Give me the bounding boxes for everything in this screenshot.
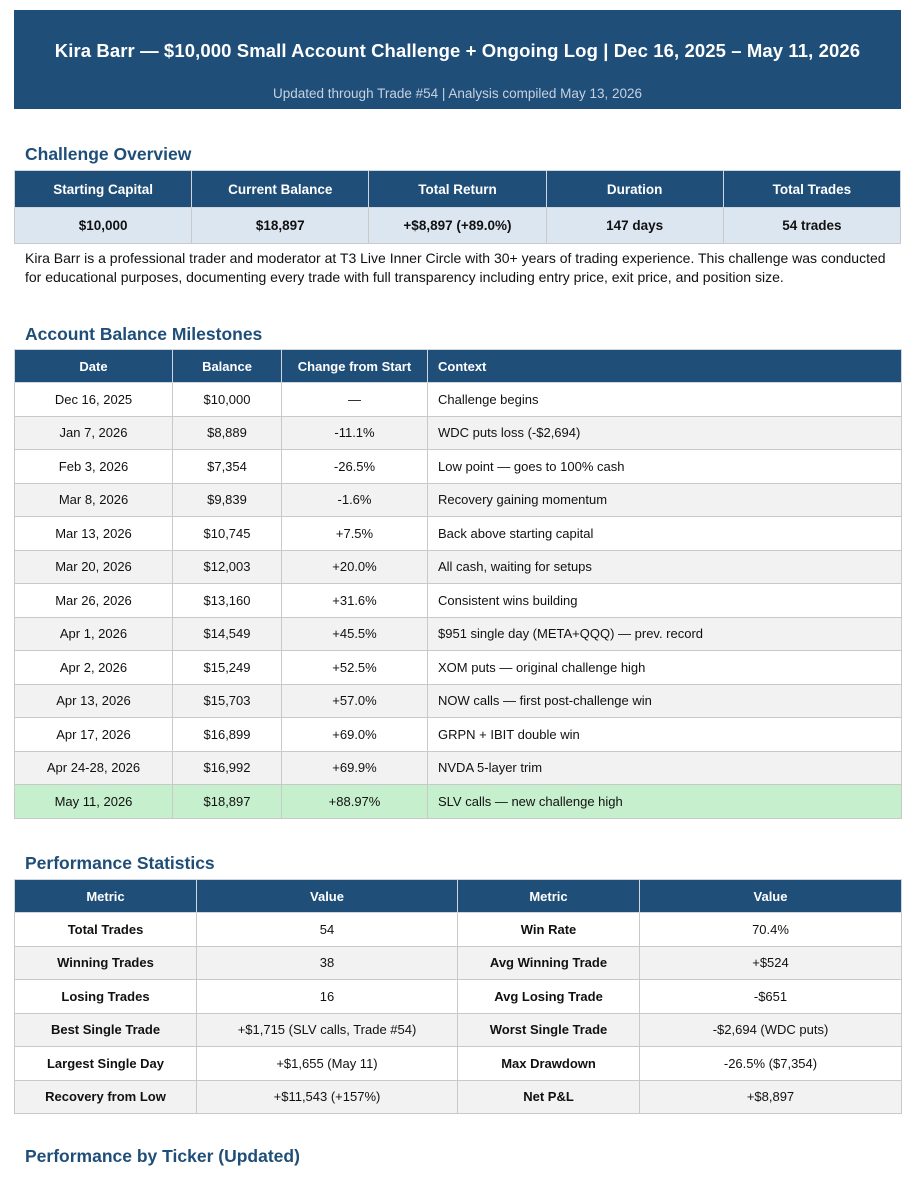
milestone-date: Apr 1, 2026 — [15, 617, 173, 651]
milestone-balance: $7,354 — [173, 450, 282, 484]
stat-value: 38 — [197, 946, 458, 980]
milestone-row — [15, 684, 902, 718]
milestone-context: GRPN + IBIT double win — [428, 718, 902, 752]
total-return-value: +$8,897 (+89.0%) — [369, 208, 546, 244]
stats-row — [15, 1013, 902, 1047]
stats-row — [15, 913, 902, 947]
stats-body — [15, 913, 902, 1114]
stats-row — [15, 1047, 902, 1081]
current-balance-value: $18,897 — [192, 208, 369, 244]
title-banner — [14, 10, 901, 109]
milestone-balance: $16,899 — [173, 718, 282, 752]
stat-value: -26.5% ($7,354) — [640, 1047, 902, 1081]
milestones-col-change: Change from Start — [282, 350, 428, 383]
milestone-balance: $15,249 — [173, 651, 282, 685]
report-title: Kira Barr — $10,000 Small Account Challenge + Ongoing Log | Dec 16, 2025 – May 11, 2026 — [54, 40, 861, 61]
milestone-change: — — [282, 383, 428, 417]
stat-metric: Total Trades — [15, 913, 197, 947]
milestone-change: -26.5% — [282, 450, 428, 484]
overview-table — [14, 170, 901, 244]
milestone-date: Dec 16, 2025 — [15, 383, 173, 417]
total-trades-value: 54 trades — [723, 208, 900, 244]
milestone-balance: $18,897 — [173, 785, 282, 819]
milestone-context: $951 single day (META+QQQ) — prev. record — [428, 617, 902, 651]
milestone-balance: $10,745 — [173, 517, 282, 551]
milestone-balance: $16,992 — [173, 751, 282, 785]
milestone-row — [15, 383, 902, 417]
milestone-change: +69.0% — [282, 718, 428, 752]
stats-row — [15, 980, 902, 1014]
stat-metric: Avg Losing Trade — [458, 980, 640, 1014]
stat-value: 54 — [197, 913, 458, 947]
milestone-date: Mar 13, 2026 — [15, 517, 173, 551]
milestone-date: Apr 17, 2026 — [15, 718, 173, 752]
milestone-change: +69.9% — [282, 751, 428, 785]
stats-header-row — [15, 880, 902, 913]
milestone-change: +45.5% — [282, 617, 428, 651]
milestone-context: XOM puts — original challenge high — [428, 651, 902, 685]
stats-row — [15, 1080, 902, 1114]
stat-value: +$1,715 (SLV calls, Trade #54) — [197, 1013, 458, 1047]
milestone-balance: $9,839 — [173, 483, 282, 517]
milestone-date: Apr 2, 2026 — [15, 651, 173, 685]
stat-metric: Net P&L — [458, 1080, 640, 1114]
milestones-table — [14, 349, 902, 819]
milestones-body — [15, 383, 902, 819]
milestone-change: +31.6% — [282, 584, 428, 618]
overview-col-total-trades: Total Trades — [723, 171, 900, 208]
duration-value: 147 days — [546, 208, 723, 244]
milestone-balance: $15,703 — [173, 684, 282, 718]
milestone-row — [15, 751, 902, 785]
milestone-row — [15, 651, 902, 685]
milestones-col-date: Date — [15, 350, 173, 383]
stat-metric: Recovery from Low — [15, 1080, 197, 1114]
starting-capital-value: $10,000 — [15, 208, 192, 244]
milestone-change: +88.97% — [282, 785, 428, 819]
milestone-row — [15, 617, 902, 651]
milestone-context: Challenge begins — [428, 383, 902, 417]
stats-row — [15, 946, 902, 980]
milestone-date: Apr 13, 2026 — [15, 684, 173, 718]
overview-col-current-balance: Current Balance — [192, 171, 369, 208]
stats-col-value-left: Value — [197, 880, 458, 913]
milestone-context: Consistent wins building — [428, 584, 902, 618]
milestones-col-context: Context — [428, 350, 902, 383]
milestone-row — [15, 517, 902, 551]
stat-metric: Largest Single Day — [15, 1047, 197, 1081]
milestone-balance: $8,889 — [173, 416, 282, 450]
milestone-context: NVDA 5-layer trim — [428, 751, 902, 785]
milestone-balance: $10,000 — [173, 383, 282, 417]
milestone-change: +20.0% — [282, 550, 428, 584]
milestones-col-balance: Balance — [173, 350, 282, 383]
stat-value: -$651 — [640, 980, 902, 1014]
report-subtitle: Updated through Trade #54 | Analysis compiled May 13, 2026 — [273, 86, 642, 101]
milestone-date: May 11, 2026 — [15, 785, 173, 819]
overview-values-row — [15, 208, 901, 244]
milestone-row — [15, 450, 902, 484]
stat-metric: Win Rate — [458, 913, 640, 947]
stats-col-value-right: Value — [640, 880, 902, 913]
stat-value: +$11,543 (+157%) — [197, 1080, 458, 1114]
ticker-heading: Performance by Ticker (Updated) — [25, 1146, 300, 1166]
milestone-context: Recovery gaining momentum — [428, 483, 902, 517]
milestone-date: Mar 20, 2026 — [15, 550, 173, 584]
overview-col-starting-capital: Starting Capital — [15, 171, 192, 208]
milestones-heading: Account Balance Milestones — [25, 324, 263, 344]
milestone-date: Jan 7, 2026 — [15, 416, 173, 450]
milestone-context: All cash, waiting for setups — [428, 550, 902, 584]
stat-metric: Losing Trades — [15, 980, 197, 1014]
milestone-balance: $14,549 — [173, 617, 282, 651]
milestone-context: NOW calls — first post-challenge win — [428, 684, 902, 718]
milestone-change: -1.6% — [282, 483, 428, 517]
milestone-change: +52.5% — [282, 651, 428, 685]
milestone-row — [15, 483, 902, 517]
stats-heading: Performance Statistics — [25, 853, 215, 873]
milestones-header-row — [15, 350, 902, 383]
stat-metric: Worst Single Trade — [458, 1013, 640, 1047]
milestone-date: Mar 8, 2026 — [15, 483, 173, 517]
milestone-change: +57.0% — [282, 684, 428, 718]
stat-metric: Winning Trades — [15, 946, 197, 980]
stat-value: +$1,655 (May 11) — [197, 1047, 458, 1081]
stat-metric: Best Single Trade — [15, 1013, 197, 1047]
milestone-date: Apr 24-28, 2026 — [15, 751, 173, 785]
milestone-context: WDC puts loss (-$2,694) — [428, 416, 902, 450]
stat-value: +$8,897 — [640, 1080, 902, 1114]
milestone-change: +7.5% — [282, 517, 428, 551]
milestone-context: Back above starting capital — [428, 517, 902, 551]
milestone-date: Mar 26, 2026 — [15, 584, 173, 618]
stats-col-metric-left: Metric — [15, 880, 197, 913]
milestone-context: SLV calls — new challenge high — [428, 785, 902, 819]
stat-value: -$2,694 (WDC puts) — [640, 1013, 902, 1047]
stat-value: 16 — [197, 980, 458, 1014]
overview-col-duration: Duration — [546, 171, 723, 208]
overview-heading: Challenge Overview — [25, 144, 192, 164]
stats-table — [14, 879, 902, 1114]
milestone-row — [15, 416, 902, 450]
milestone-row — [15, 550, 902, 584]
milestone-date: Feb 3, 2026 — [15, 450, 173, 484]
overview-col-total-return: Total Return — [369, 171, 546, 208]
milestone-row — [15, 718, 902, 752]
stats-col-metric-right: Metric — [458, 880, 640, 913]
stat-value: +$524 — [640, 946, 902, 980]
milestone-row — [15, 584, 902, 618]
overview-header-row — [15, 171, 901, 208]
stat-metric: Avg Winning Trade — [458, 946, 640, 980]
stat-value: 70.4% — [640, 913, 902, 947]
stat-metric: Max Drawdown — [458, 1047, 640, 1081]
milestone-balance: $12,003 — [173, 550, 282, 584]
overview-description: Kira Barr is a professional trader and moderator at T3 Live Inner Circle with 30+ years of trading experience. This challenge was conducted for educational purposes, documenting every trade with full transparency including entry price, exit price, and position size. — [25, 250, 886, 285]
milestone-change: -11.1% — [282, 416, 428, 450]
milestone-row — [15, 785, 902, 819]
milestone-balance: $13,160 — [173, 584, 282, 618]
milestone-context: Low point — goes to 100% cash — [428, 450, 902, 484]
